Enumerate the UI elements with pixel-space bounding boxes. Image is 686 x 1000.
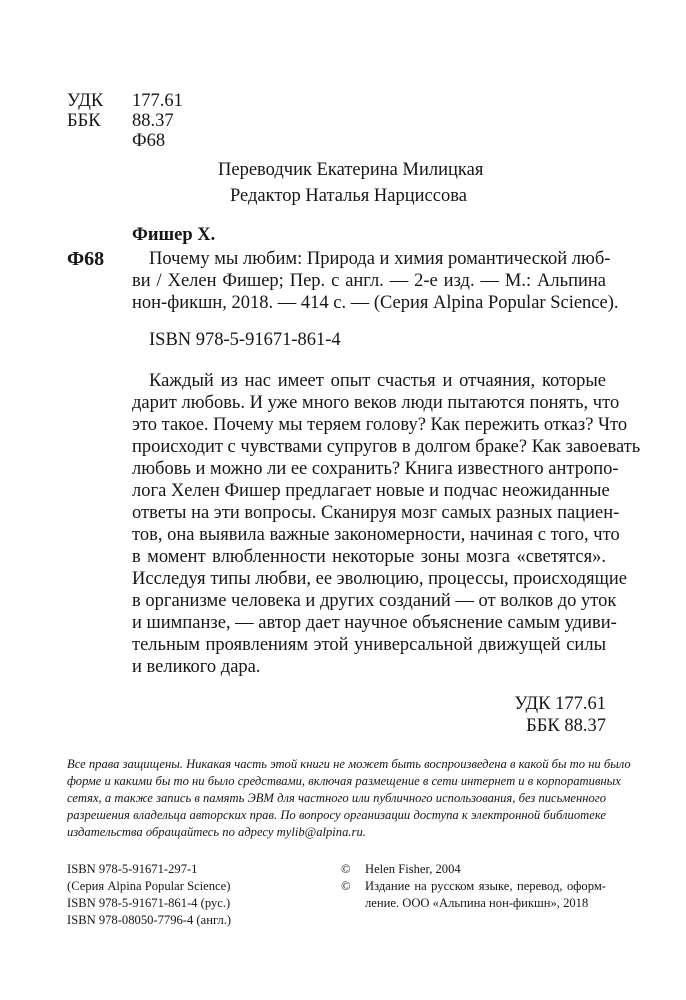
copyright-line: Helen Fisher, 2004 — [365, 862, 461, 876]
annotation-line: происходит с чувствами супругов в долгом браке? Как завоевать — [132, 437, 641, 457]
isbn-line: ISBN 978-08050-7796-4 (англ.) — [67, 913, 232, 927]
translator-credit: Переводчик Екатерина Милицкая — [218, 160, 484, 180]
entry-isbn: ISBN 978-5-91671-861-4 — [149, 330, 341, 350]
rights-line: Все права защищены. Никакая часть этой книги не может быть воспроизведена в какой бы то ни было — [67, 757, 631, 771]
annotation-line: тельным проявлениям этой универсальной движущей силы — [132, 635, 606, 655]
entry-line: Почему мы любим: Природа и химия романтической люб- — [149, 249, 611, 269]
annotation-line: дарит любовь. И уже много веков люди пытаются понять, что — [132, 393, 620, 413]
annotation-line: Исследуя типы любви, ее эволюцию, процессы, происходящие — [132, 569, 628, 589]
rights-line: сетях, а также запись в память ЭВМ для частного или публичного использования, без письменного — [67, 791, 606, 805]
annotation-line: Каждый из нас имеет опыт счастья и отчаяния, которые — [149, 371, 606, 391]
annotation-line: и шимпанзе, — автор дает научное объяснение самым удиви- — [132, 613, 617, 633]
copyright-line: ление. ООО «Альпина нон-фикшн», 2018 — [365, 896, 589, 910]
copyright-symbol: © — [341, 879, 351, 893]
editor-credit: Редактор Наталья Нарциссова — [230, 186, 467, 206]
entry-author-sign: Ф68 — [67, 248, 105, 270]
annotation-line: ответы на эти вопросы. Сканируя мозг самых разных пациен- — [132, 503, 620, 523]
udk-value: 177.61 — [132, 91, 183, 111]
annotation-line: в организме человека и других созданий — от волков до уток — [132, 591, 617, 611]
isbn-line: (Серия Alpina Popular Science) — [67, 879, 231, 893]
isbn-line: ISBN 978-5-91671-297-1 — [67, 862, 198, 876]
bbk-label: ББК — [67, 111, 101, 131]
copyright-symbol: © — [341, 862, 351, 876]
author-sign: Ф68 — [132, 131, 166, 151]
rights-line: разрешения владельца авторских прав. По вопросу организации доступа к электронной библиотеке — [67, 808, 606, 822]
udk-label: УДК — [67, 91, 104, 111]
rights-line: издательства обращайтесь по адресу mylib@alpina.ru. — [67, 825, 366, 839]
entry-line: ви / Хелен Фишер; Пер. с англ. — 2-е изд. — М.: Альпина — [132, 271, 606, 291]
rights-line: форме и какими бы то ни было средствами, включая размещение в сети интернет и в корпоративных — [67, 774, 621, 788]
annotation-line: тов, она выявила важные закономерности, начиная с того, что — [132, 525, 620, 545]
annotation-line: это такое. Почему мы теряем голову? Как пережить отказ? Что — [132, 415, 628, 435]
annotation-line: лога Хелен Фишер предлагает новые и подчас неожиданные — [132, 481, 610, 501]
bbk-value: 88.37 — [132, 111, 174, 131]
entry-author: Фишер Х. — [132, 225, 216, 245]
annotation-bbk: ББК 88.37 — [526, 716, 606, 736]
annotation-line: и великого дара. — [132, 657, 261, 677]
annotation-udk: УДК 177.61 — [514, 694, 606, 714]
annotation-line: любовь и можно ли ее сохранить? Книга известного антропо- — [132, 459, 619, 479]
annotation-line: в момент влюбленности некоторые зоны мозга «светятся». — [132, 547, 606, 567]
isbn-line: ISBN 978-5-91671-861-4 (рус.) — [67, 896, 231, 910]
entry-line: нон-фикшн, 2018. — 414 с. — (Серия Alpina Popular Science). — [132, 293, 619, 313]
copyright-line: Издание на русском языке, перевод, оформ- — [365, 879, 606, 893]
